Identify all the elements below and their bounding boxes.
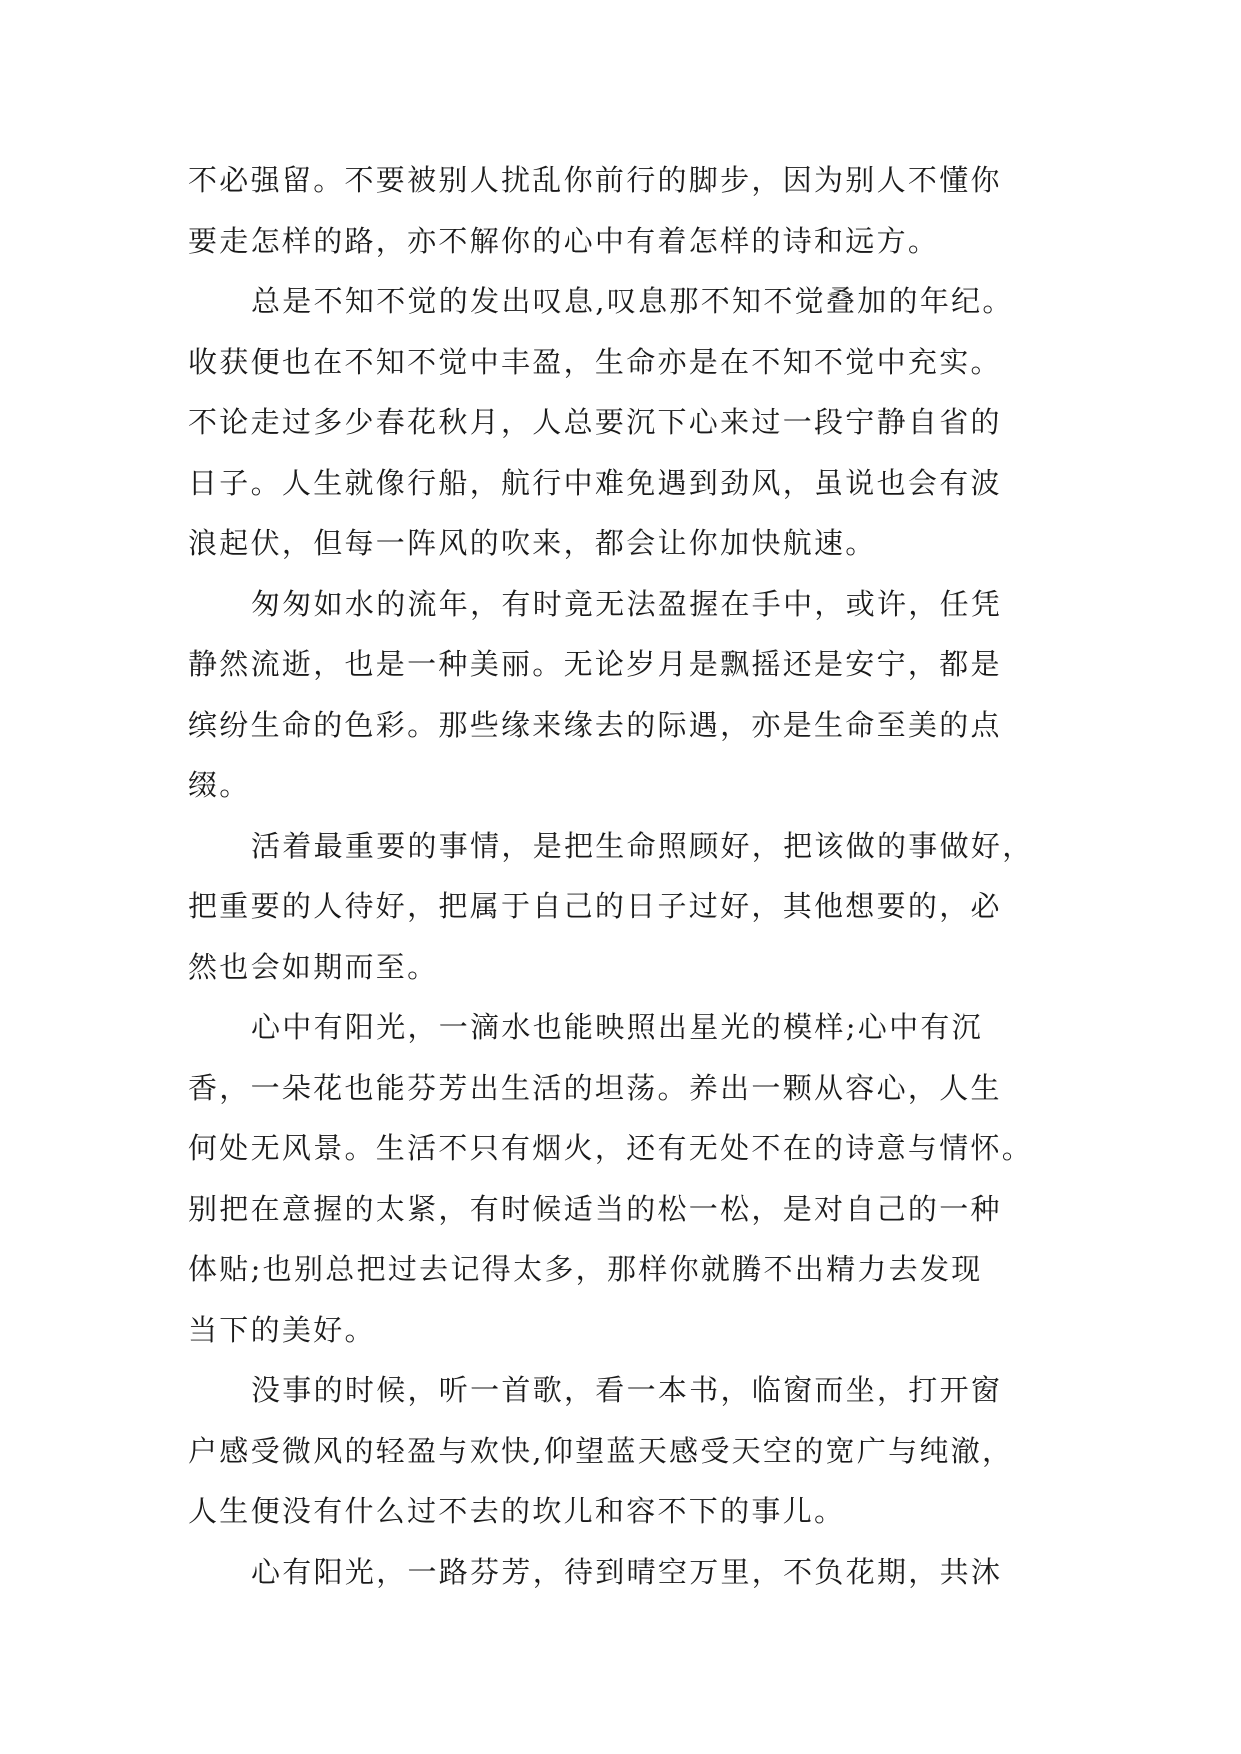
text-line: 体贴;也别总把过去记得太多，那样你就腾不出精力去发现 (188, 1252, 983, 1286)
paragraph-start-line: 心中有阳光，一滴水也能映照出星光的模样;心中有沉 (251, 1010, 983, 1044)
text-line: 要走怎样的路，亦不解你的心中有着怎样的诗和远方。 (188, 223, 940, 258)
text-line: 不论走过多少春花秋月，人总要沉下心来过一段宁静自省的 (188, 405, 1002, 439)
text-line: 缀。 (188, 768, 251, 802)
text-line: 缤纷生命的色彩。那些缘来缘去的际遇，亦是生命至美的点 (188, 707, 1002, 742)
paragraph-start-line: 匆匆如水的流年，有时竟无法盈握在手中，或许，任凭 (251, 586, 1003, 621)
text-line: 别把在意握的太紧，有时候适当的松一松，是对自己的一种 (188, 1191, 1002, 1226)
text-line: 人生便没有什么过不去的坎儿和容不下的事儿。 (188, 1494, 846, 1528)
text-line: 日子。人生就像行船，航行中难免遇到劲风，虽说也会有波 (188, 465, 1002, 500)
paragraph-start-line: 没事的时候，听一首歌，看一本书，临窗而坐，打开窗 (251, 1373, 1003, 1407)
text-line: 静然流逝，也是一种美丽。无论岁月是飘摇还是安宁，都是 (188, 647, 1002, 681)
text-line: 何处无风景。生活不只有烟火，还有无处不在的诗意与情怀。 (188, 1131, 1034, 1165)
text-line: 把重要的人待好，把属于自己的日子过好，其他想要的，必 (188, 889, 1002, 923)
text-line: 然也会如期而至。 (188, 949, 439, 984)
text-line: 香，一朵花也能芬芳出生活的坦荡。养出一颗从容心，人生 (188, 1070, 1002, 1105)
paragraph-start-line: 活着最重要的事情，是把生命照顾好，把该做的事做好， (251, 828, 1034, 863)
paragraph-start-line: 总是不知不觉的发出叹息,叹息那不知不觉叠加的年纪。 (251, 284, 1014, 318)
text-line: 浪起伏，但每一阵风的吹来，都会让你加快航速。 (188, 526, 877, 560)
body-text (188, 150, 1088, 1602)
text-line: 户感受微风的轻盈与欢快,仰望蓝天感受天空的宽广与纯澈， (188, 1433, 1014, 1468)
text-line: 不必强留。不要被别人扰乱你前行的脚步，因为别人不懂你 (188, 163, 1002, 197)
text-line: 收获便也在不知不觉中丰盈，生命亦是在不知不觉中充实。 (188, 344, 1002, 379)
text-line: 当下的美好。 (188, 1312, 376, 1347)
paragraph-start-line: 心有阳光，一路芬芳，待到晴空万里，不负花期，共沐 (251, 1554, 1003, 1589)
